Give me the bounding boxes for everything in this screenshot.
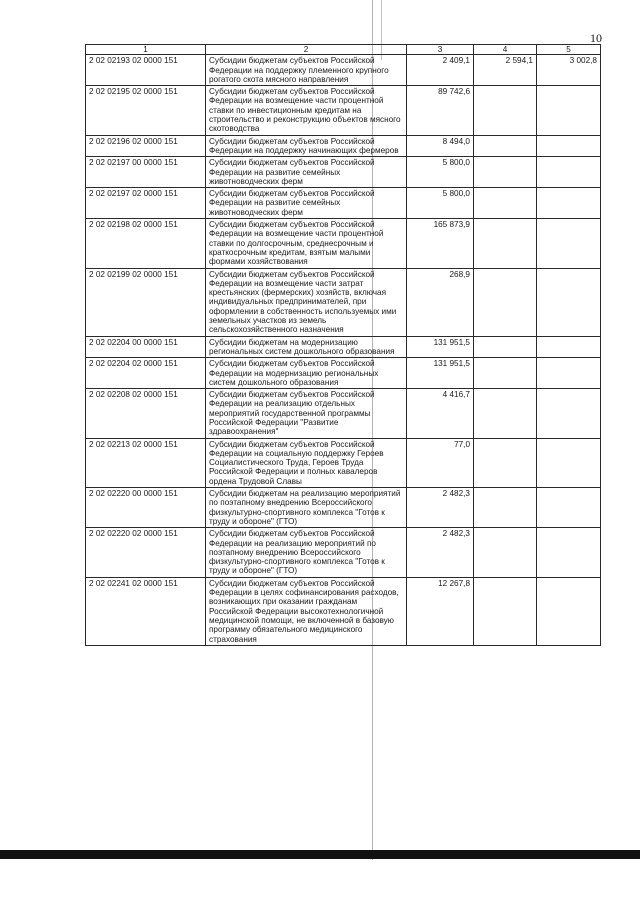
value-col-5-cell [537,86,601,135]
value-col-4-cell [474,188,537,219]
table-row [86,577,601,645]
value-col-3-cell: 5 800,0 [407,188,474,219]
value-col-4-cell [474,389,537,438]
table-row [86,86,601,135]
header-col-1: 1 [86,45,206,55]
table-row [86,55,601,86]
description-cell: Субсидии бюджетам субъектов Российской Федерации на возмещение части процентной ставки по долгосрочным, среднесрочным и краткосрочным кредитам, взятым малыми формами хозяйствования [206,219,407,268]
budget-code-cell: 2 02 02197 02 0000 151 [86,188,206,219]
table-body [86,55,601,646]
value-col-3-cell: 8 494,0 [407,135,474,157]
value-col-3-cell: 2 482,3 [407,528,474,577]
value-col-5-cell [537,438,601,487]
description-cell: Субсидии бюджетам субъектов Российской Федерации на модернизацию региональных систем дошкольного образования [206,358,407,389]
header-col-4: 4 [474,45,537,55]
budget-code-cell: 2 02 02220 02 0000 151 [86,528,206,577]
value-col-5-cell [537,219,601,268]
value-col-4-cell [474,268,537,336]
description-cell: Субсидии бюджетам субъектов Российской Федерации на поддержку племенного крупного рогатого скота мясного направления [206,55,407,86]
description-cell: Субсидии бюджетам на реализацию мероприятий по поэтапному внедрению Всероссийского физкультурно-спортивного комплекса "Готов к труду и обороне" (ГТО) [206,488,407,528]
value-col-5-cell [537,336,601,358]
value-col-3-cell: 131 951,5 [407,358,474,389]
budget-code-cell: 2 02 02204 02 0000 151 [86,358,206,389]
value-col-5-cell [537,389,601,438]
table-row [86,358,601,389]
budget-code-cell: 2 02 02220 00 0000 151 [86,488,206,528]
header-row [86,45,601,55]
table-row [86,135,601,157]
table-row [86,157,601,188]
description-cell: Субсидии бюджетам субъектов Российской Федерации на развитие семейных животноводческих ферм [206,157,407,188]
value-col-3-cell: 2 482,3 [407,488,474,528]
budget-code-cell: 2 02 02241 02 0000 151 [86,577,206,645]
scan-artifact-horizontal [0,850,640,859]
description-cell: Субсидии бюджетам субъектов Российской Федерации на развитие семейных животноводческих ферм [206,188,407,219]
value-col-4-cell [474,488,537,528]
budget-code-cell: 2 02 02195 02 0000 151 [86,86,206,135]
description-cell: Субсидии бюджетам субъектов Российской Федерации на реализацию мероприятий по поэтапному внедрению Всероссийского физкультурно-спортивного комплекса "Готов к труду и обороне" (ГТО) [206,528,407,577]
value-col-3-cell: 12 267,8 [407,577,474,645]
budget-code-cell: 2 02 02208 02 0000 151 [86,389,206,438]
table-row [86,336,601,358]
header-col-5: 5 [537,45,601,55]
value-col-4-cell [474,157,537,188]
value-col-4-cell [474,358,537,389]
value-col-5-cell [537,577,601,645]
value-col-3-cell: 165 873,9 [407,219,474,268]
description-cell: Субсидии бюджетам на модернизацию региональных систем дошкольного образования [206,336,407,358]
budget-code-cell: 2 02 02193 02 0000 151 [86,55,206,86]
table-row [86,188,601,219]
value-col-3-cell: 2 409,1 [407,55,474,86]
description-cell: Субсидии бюджетам субъектов Российской Федерации на возмещение части процентной ставки по инвестиционным кредитам на строительство и реконструкцию объектов мясного скотоводства [206,86,407,135]
value-col-4-cell [474,135,537,157]
table-row [86,268,601,336]
value-col-3-cell: 77,0 [407,438,474,487]
value-col-4-cell [474,438,537,487]
table-header [86,45,601,55]
value-col-5-cell [537,135,601,157]
value-col-4-cell [474,528,537,577]
table-row [86,528,601,577]
budget-code-cell: 2 02 02213 02 0000 151 [86,438,206,487]
value-col-3-cell: 5 800,0 [407,157,474,188]
value-col-5-cell [537,157,601,188]
value-col-5-cell [537,188,601,219]
value-col-4-cell [474,336,537,358]
budget-code-cell: 2 02 02198 02 0000 151 [86,219,206,268]
value-col-3-cell: 268,9 [407,268,474,336]
value-col-5-cell [537,358,601,389]
value-col-4-cell [474,86,537,135]
budget-code-cell: 2 02 02196 02 0000 151 [86,135,206,157]
table-row [86,219,601,268]
value-col-5-cell [537,488,601,528]
description-cell: Субсидии бюджетам субъектов Российской Федерации в целях софинансирования расходов, возникающих при оказании гражданам Российской Федерации высокотехнологичной медицинской помощи, не включенной в базовую программу обязательного медицинского страхования [206,577,407,645]
table-row [86,438,601,487]
page-number: 10 [590,31,602,45]
value-col-4-cell: 2 594,1 [474,55,537,86]
value-col-3-cell: 4 416,7 [407,389,474,438]
description-cell: Субсидии бюджетам субъектов Российской Федерации на возмещение части затрат крестьянских (фермерских) хозяйств, включая индивидуальных предпринимателей, при оформлении в собственность используемых ими земельных участков из земель сельскохозяйственного назначения [206,268,407,336]
budget-code-cell: 2 02 02204 00 0000 151 [86,336,206,358]
table-row [86,389,601,438]
value-col-5-cell [537,268,601,336]
budget-table [85,44,601,646]
value-col-4-cell [474,219,537,268]
header-col-3: 3 [407,45,474,55]
value-col-5-cell: 3 002,8 [537,55,601,86]
header-col-2: 2 [206,45,407,55]
description-cell: Субсидии бюджетам субъектов Российской Федерации на поддержку начинающих фермеров [206,135,407,157]
value-col-5-cell [537,528,601,577]
value-col-3-cell: 131 951,5 [407,336,474,358]
value-col-4-cell [474,577,537,645]
table-row [86,488,601,528]
value-col-3-cell: 89 742,6 [407,86,474,135]
description-cell: Субсидии бюджетам субъектов Российской Федерации на реализацию отдельных мероприятий государственной программы Российской Федерации "Развитие здравоохранения" [206,389,407,438]
description-cell: Субсидии бюджетам субъектов Российской Федерации на социальную поддержку Героев Социалистического Труда, Героев Труда Российской Федерации и полных кавалеров ордена Трудовой Славы [206,438,407,487]
budget-code-cell: 2 02 02199 02 0000 151 [86,268,206,336]
budget-code-cell: 2 02 02197 00 0000 151 [86,157,206,188]
